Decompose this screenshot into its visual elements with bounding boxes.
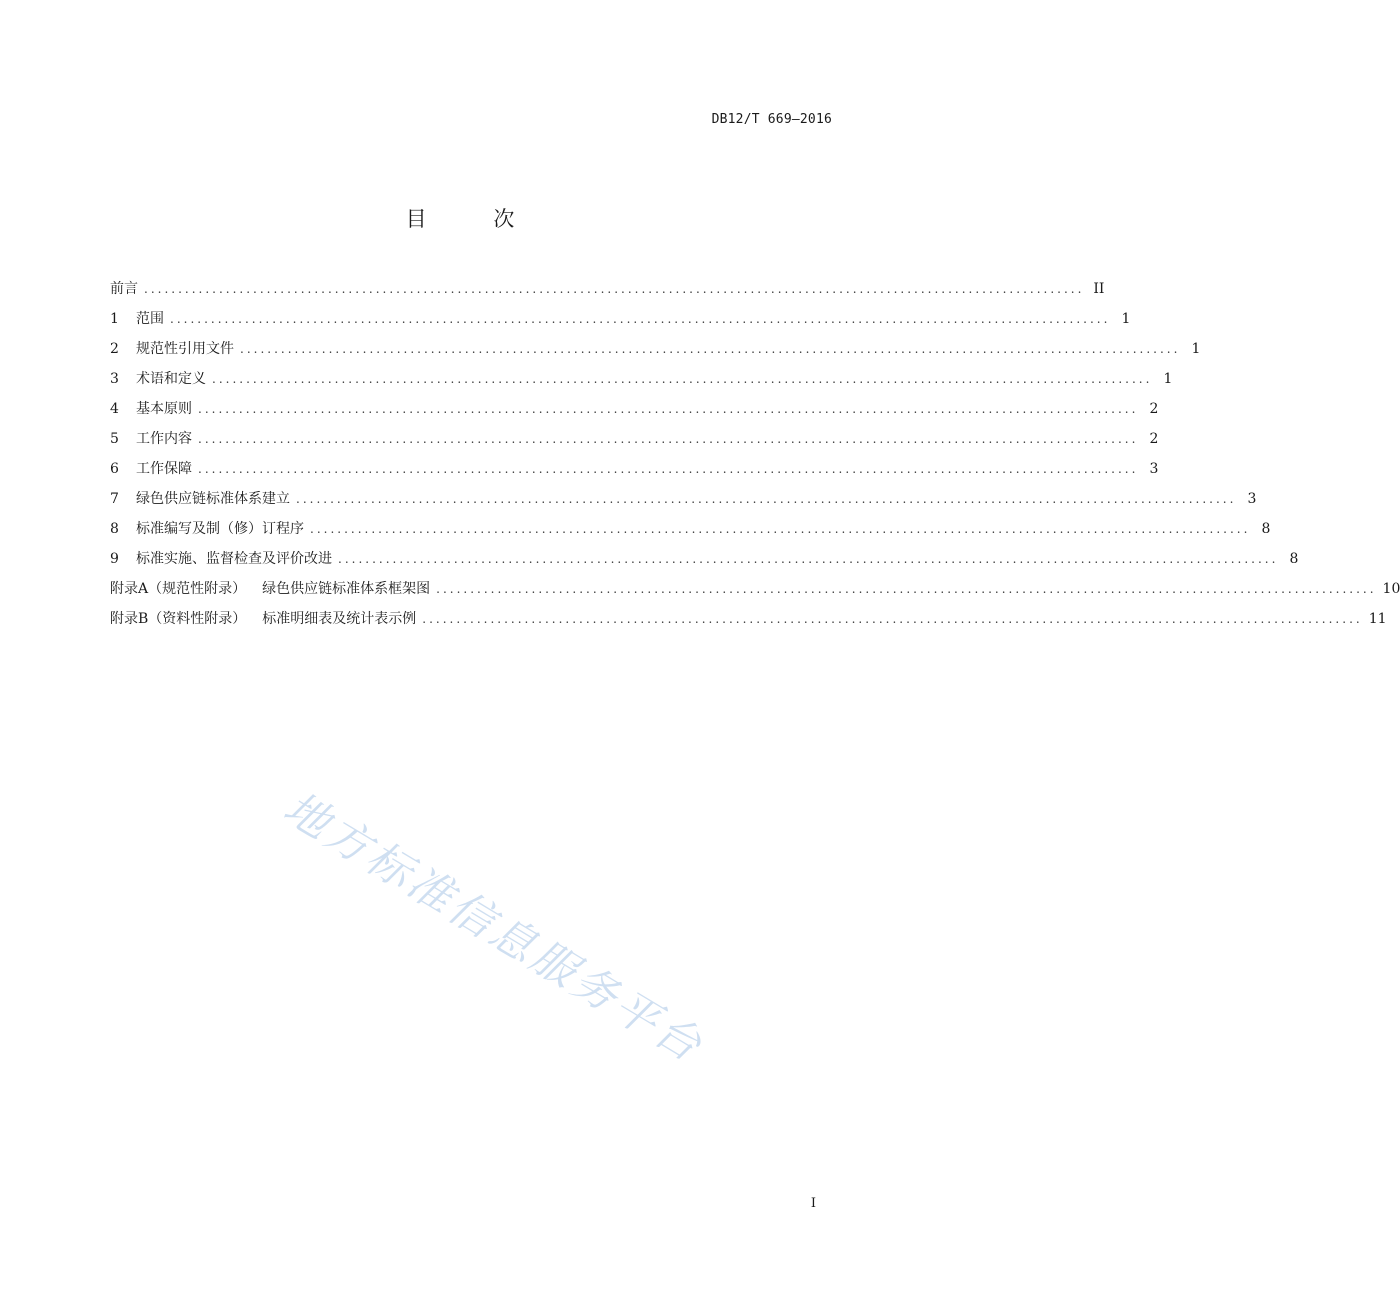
toc-entry-label: 术语和定义 <box>136 371 206 387</box>
toc-entry-label: 规范性引用文件 <box>136 341 234 357</box>
toc-entry-number: 8 <box>110 521 119 537</box>
toc-entry-label: 前言 <box>110 281 138 297</box>
toc-entry-number: 1 <box>110 311 119 327</box>
page-title: 目 次 <box>405 207 545 231</box>
toc-leader-dots: .......................................................................................................................................... <box>198 432 1139 446</box>
toc-entry-label: 基本原则 <box>136 401 192 417</box>
toc-entry-number: 6 <box>110 461 119 477</box>
toc-entry-page: 8 <box>1289 551 1299 567</box>
toc-entry-number: 2 <box>110 341 119 357</box>
toc-leader-dots: .......................................................................................................................................... <box>310 522 1251 536</box>
toc-leader-dots: .......................................................................................................................................... <box>338 552 1279 566</box>
page-number: I <box>810 1196 816 1211</box>
toc-entry-number: 5 <box>110 431 119 447</box>
toc-entry-8[interactable] <box>110 518 1271 548</box>
toc-entry-label: 范围 <box>136 311 164 327</box>
toc-entry-number: 4 <box>110 401 119 417</box>
toc-entry-number: 9 <box>110 551 119 567</box>
toc-entry-label: 标准编写及制（修）订程序 <box>136 521 304 537</box>
toc-leader-dots: .......................................................................................................................................... <box>240 342 1181 356</box>
toc-entry-page: 1 <box>1163 371 1173 387</box>
toc-entry-6[interactable] <box>110 458 1159 488</box>
toc-entry-number: 7 <box>110 491 119 507</box>
toc-entry-annex-b[interactable] <box>110 608 1387 638</box>
toc-entry-page: 1 <box>1121 311 1131 327</box>
toc-entry-page: 3 <box>1247 491 1257 507</box>
toc-entry-foreword[interactable] <box>110 278 1105 308</box>
toc-leader-dots: .......................................................................................................................................... <box>436 582 1377 596</box>
toc-leader-dots: .......................................................................................................................................... <box>198 462 1139 476</box>
toc-entry-label: 工作内容 <box>136 431 192 447</box>
toc-entry-number: 3 <box>110 371 119 387</box>
toc-entry-2[interactable] <box>110 338 1201 368</box>
watermark: 地方标准信息服务平台 <box>274 782 713 1074</box>
toc-entry-4[interactable] <box>110 398 1159 428</box>
toc-entry-page: 2 <box>1149 431 1159 447</box>
toc-leader-dots: .......................................................................................................................................... <box>144 282 1085 296</box>
toc-entry-3[interactable] <box>110 368 1173 398</box>
toc-entry-1[interactable] <box>110 308 1131 338</box>
toc-leader-dots: .......................................................................................................................................... <box>212 372 1153 386</box>
toc-entry-annex-a[interactable] <box>110 578 1400 608</box>
toc-entry-page: II <box>1093 281 1105 297</box>
toc-entry-9[interactable] <box>110 548 1299 578</box>
toc-entry-5[interactable] <box>110 428 1159 458</box>
table-of-contents <box>110 278 1400 638</box>
toc-leader-dots: .......................................................................................................................................... <box>296 492 1237 506</box>
toc-entry-page: 3 <box>1149 461 1159 477</box>
toc-leader-dots: .......................................................................................................................................... <box>170 312 1111 326</box>
toc-entry-label: 绿色供应链标准体系建立 <box>136 491 290 507</box>
document-code: DB12/T 669—2016 <box>711 112 832 127</box>
toc-entry-page: 8 <box>1261 521 1271 537</box>
toc-leader-dots: .......................................................................................................................................... <box>422 612 1363 626</box>
toc-annex-designation: 附录A（规范性附录） <box>110 581 247 597</box>
toc-entry-page: 2 <box>1149 401 1159 417</box>
toc-entry-label: 标准实施、监督检查及评价改进 <box>136 551 332 567</box>
toc-annex-designation: 附录B（资料性附录） <box>110 611 247 627</box>
toc-leader-dots: .......................................................................................................................................... <box>198 402 1139 416</box>
toc-entry-7[interactable] <box>110 488 1257 518</box>
toc-entry-page: 10 <box>1382 581 1400 597</box>
toc-entry-page: 11 <box>1368 611 1387 627</box>
toc-entry-label: 标准明细表及统计表示例 <box>262 611 417 627</box>
toc-entry-label: 绿色供应链标准体系框架图 <box>262 581 431 597</box>
toc-entry-label: 工作保障 <box>136 461 192 477</box>
toc-entry-page: 1 <box>1191 341 1201 357</box>
